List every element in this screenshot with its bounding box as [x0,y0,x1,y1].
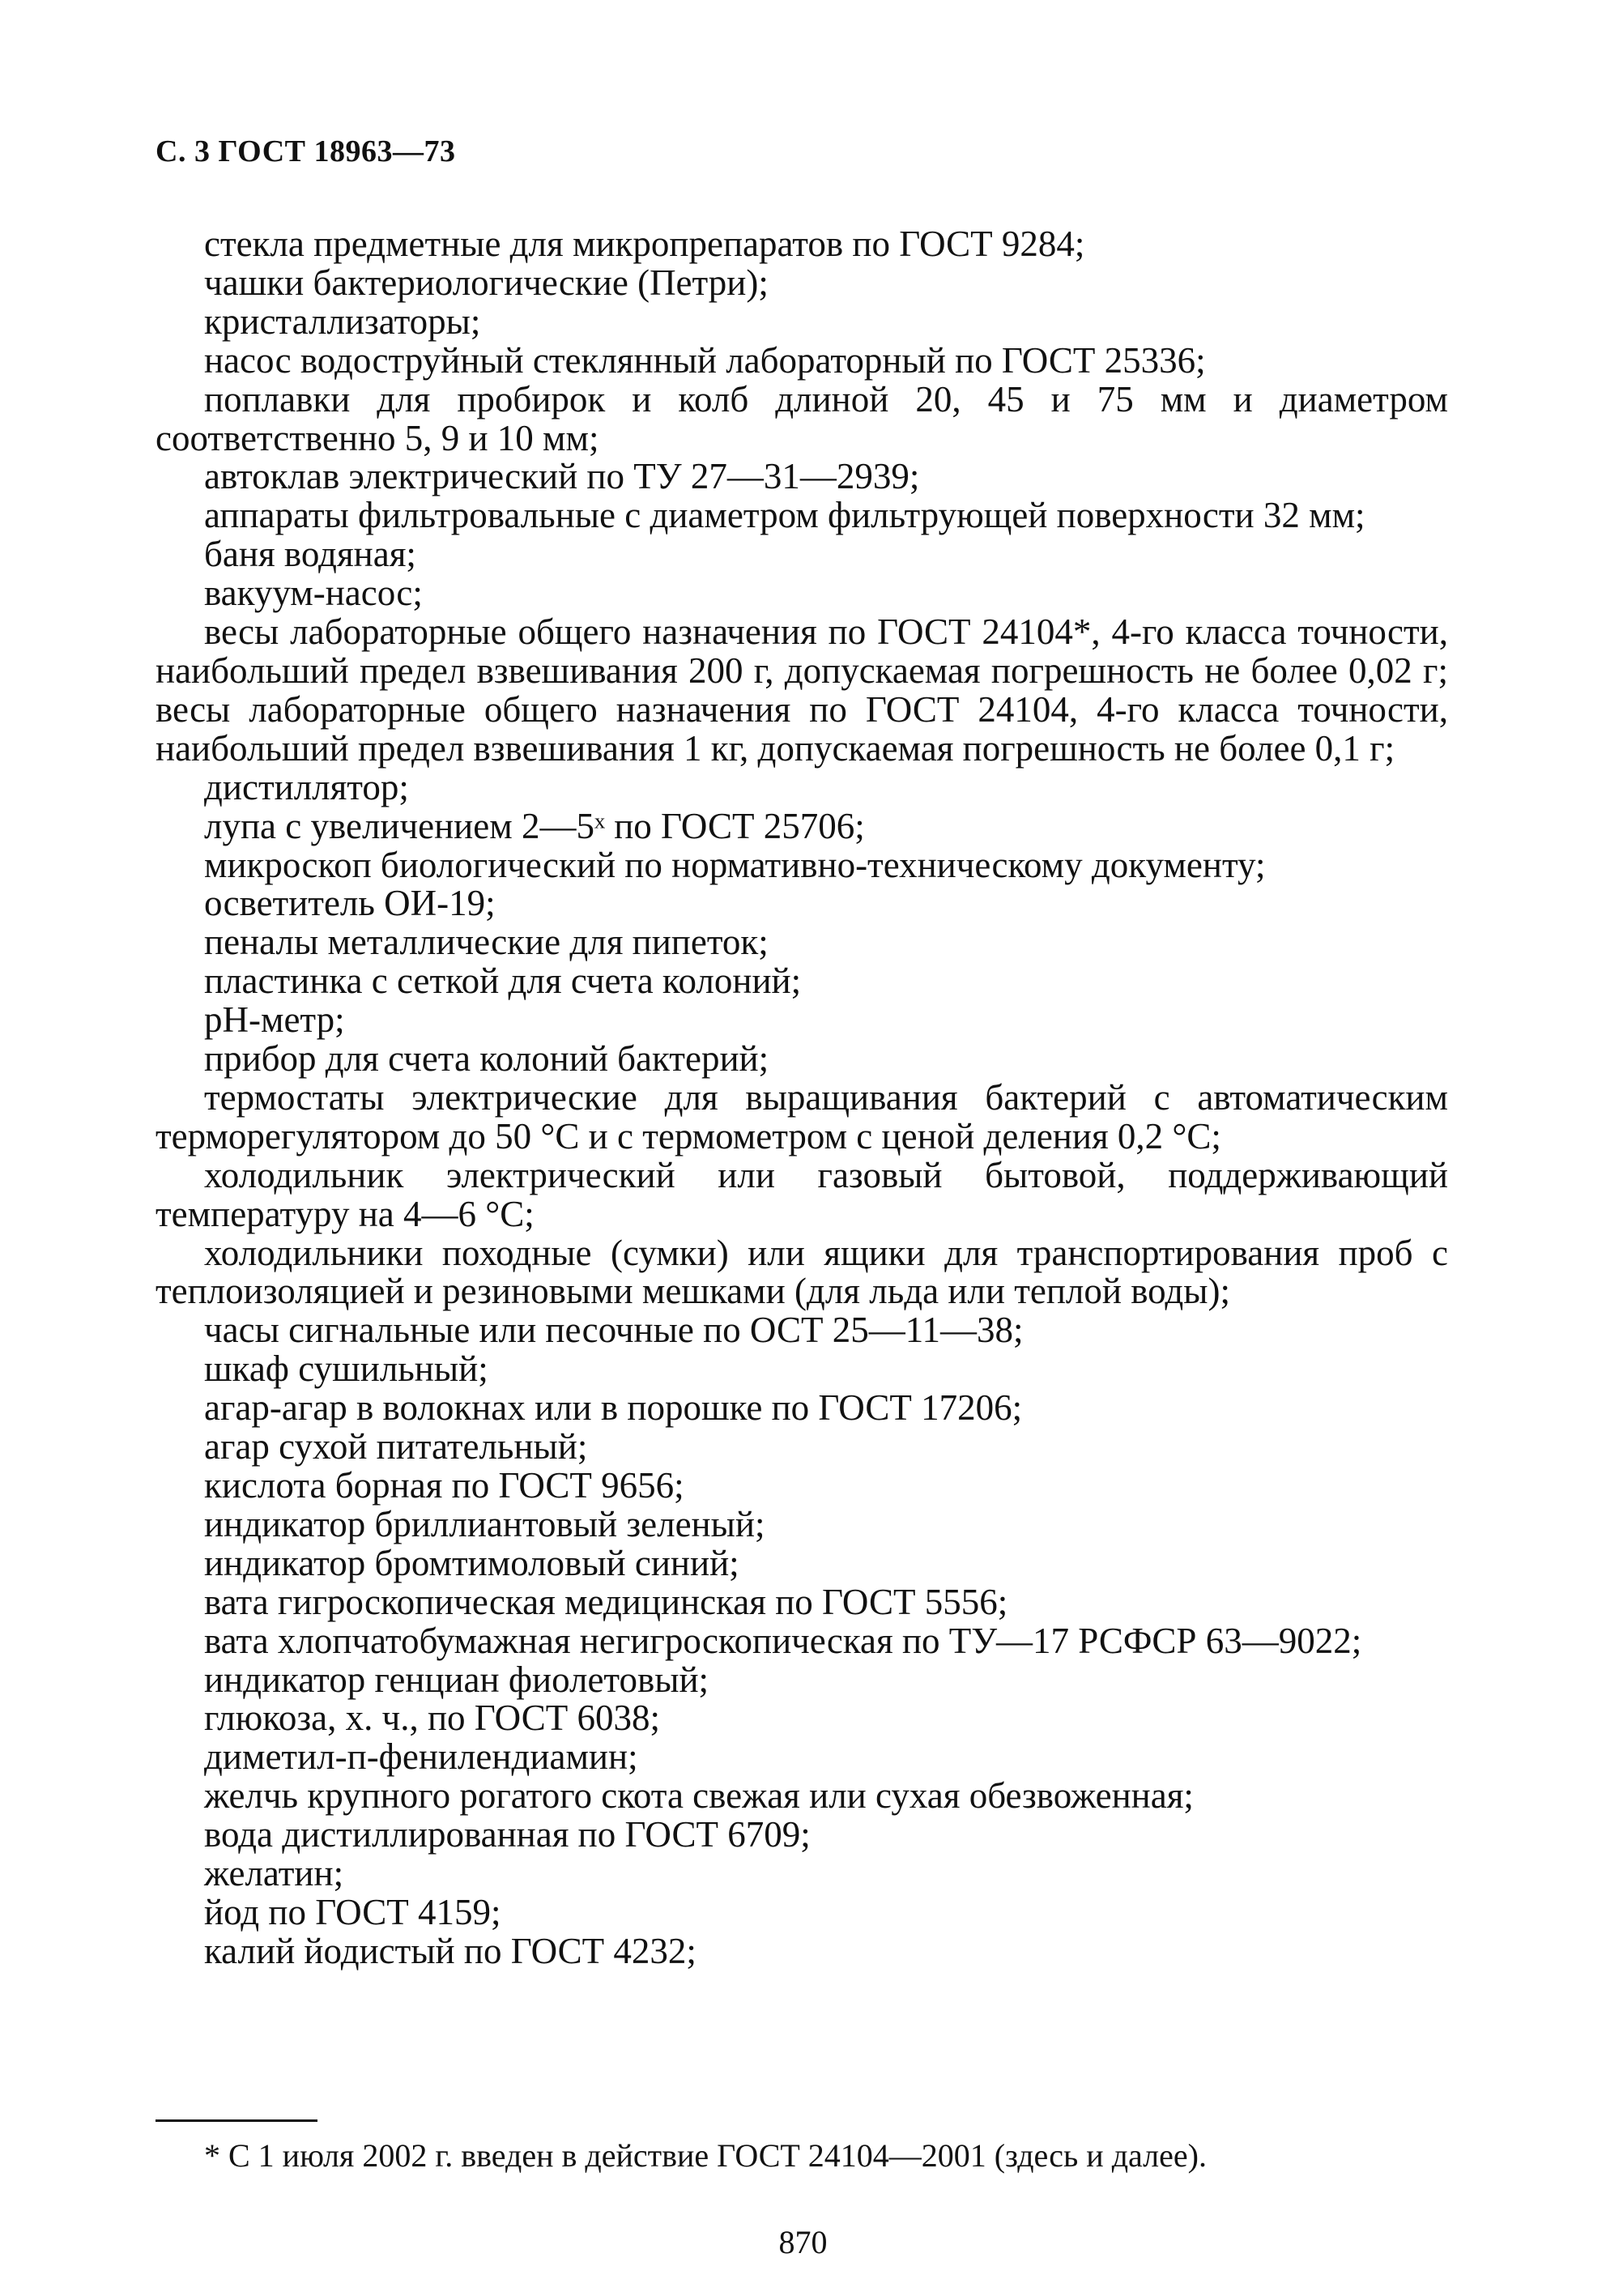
list-item: желатин; [204,1853,344,1894]
list-item: насос водоструйный стеклянный лабораторный по ГОСТ 25336; [204,339,1206,381]
list-item: автоклав электрический по ТУ 27—31—2939; [204,456,920,497]
list-item: вода дистиллированная по ГОСТ 6709; [204,1814,811,1855]
list-item: агар-агар в волокнах или в порошке по ГОСТ 17206; [204,1387,1023,1429]
list-item: кристаллизаторы; [204,300,481,342]
list-item: йод по ГОСТ 4159; [204,1891,501,1932]
equipment-list [155,225,1448,1971]
list-item: пеналы металлические для пипеток; [204,922,769,963]
list-item: поплавки для пробирок и колб длиной 20, 45 и 75 мм и диаметром соответственно 5, 9 и 10 мм; [155,378,1448,458]
list-item: агар сухой питательный; [204,1426,588,1467]
page-header: С. 3 ГОСТ 18963—73 [155,134,456,168]
list-item: термостаты электрические для выращивания бактерий с автоматическим терморегулятором до 50 °С и с термометром с ценой деления 0,2 °С; [155,1076,1448,1157]
list-item: аппараты фильтровальные с диаметром фильтрующей поверхности 32 мм; [204,495,1365,536]
list-item: вакуум-насос; [204,573,423,614]
list-item: прибор для счета колоний бактерий; [204,1038,769,1080]
footnote-divider [155,2119,317,2122]
list-item: баня водяная; [204,534,416,575]
list-item: часы сигнальные или песочные по ОСТ 25—11—38; [204,1310,1024,1351]
list-item: индикатор бромтимоловый синий; [204,1542,739,1583]
list-item: вата хлопчатобумажная негигроскопическая по ТУ—17 РСФСР 63—9022; [204,1620,1362,1661]
list-item: кислота борная по ГОСТ 9656; [204,1465,684,1506]
list-item: холодильники походные (сумки) или ящики для транспортирования проб с теплоизоляцией и резиновыми мешками (для льда или теплой воды); [155,1232,1448,1312]
list-item: чашки бактериологические (Петри); [204,262,769,303]
page-number: 870 [778,2224,828,2260]
list-item: осветитель ОИ-19; [204,883,496,924]
list-item: микроскоп биологический по нормативно-техническому документу; [204,844,1266,885]
list-item: дистиллятор; [204,766,409,807]
list-item: стекла предметные для микропрепаратов по ГОСТ 9284; [204,224,1085,264]
footnote: * С 1 июля 2002 г. введен в действие ГОСТ 24104—2001 (здесь и далее). [204,2137,1207,2174]
list-item: холодильник электрический или газовый бытовой, поддерживающий температуру на 4—6 °С; [155,1154,1448,1234]
list-item: лупа с увеличением 2—5ˣ по ГОСТ 25706; [204,805,865,846]
list-item: весы лабораторные общего назначения по ГОСТ 24104*, 4-го класса точности, наибольший предел взвешивания 200 г, допускаемая погрешность не более 0,02 г; весы лабораторные общего назначения по ГОСТ 24104, 4-го класса точности, наибольший предел взвешивания 1 кг, допускаемая погрешность не более 0,1 г; [155,611,1448,769]
list-item: пластинка с сеткой для счета колоний; [204,961,802,1002]
list-item: рН-метр; [204,999,345,1041]
list-item: диметил-п-фенилендиамин; [204,1736,638,1778]
list-item: глюкоза, х. ч., по ГОСТ 6038; [204,1698,660,1739]
list-item: индикатор бриллиантовый зеленый; [204,1503,765,1544]
list-item: калий йодистый по ГОСТ 4232; [204,1930,697,1971]
list-item: вата гигроскопическая медицинская по ГОСТ 5556; [204,1581,1008,1622]
list-item: индикатор генциан фиолетовый; [204,1659,709,1700]
list-item: шкаф сушильный; [204,1348,488,1390]
list-item: желчь крупного рогатого скота свежая или сухая обезвоженная; [204,1775,1194,1817]
